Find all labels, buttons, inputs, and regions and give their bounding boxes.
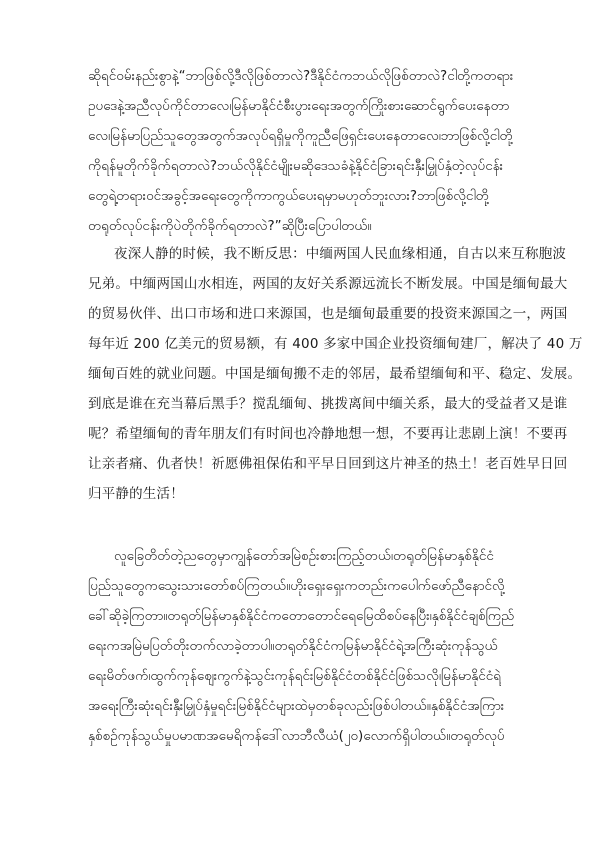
text-line: 让亲者痛、仇者快！祈愿佛祖保佑和平早日回到这片神圣的热土！老百姓早日回 [88, 456, 568, 472]
text-line: လေ၊မြန်မာပြည်သူတွေအတွက်အလုပ်ရရှိမှုကိုကူညီဖြေရှင်းပေးနေတာလေ၊ဘာဖြစ်လို့ငါတို့ [88, 128, 513, 144]
text-line: 夜深人静的时候，我不断反思：中缅两国人民血缘相通，自古以来互称胞波 [114, 246, 567, 262]
text-line: ပြည်သူတွေကသွေးသားတော်စပ်ကြတယ်။ဟိုးရှေးရှေးကတည်းကပေါက်ဖော်ညီနောင်လို့ [88, 578, 505, 594]
text-line: ခေါ်ဆိုခဲ့ကြတာ။တရုတ်မြန်မာနှစ်နိုင်ငံကတောတောင်ရေမြေထိစပ်နေပြီး၊နှစ်နိုင်ငံချစ်ကြည် [88, 608, 515, 624]
text-line: 每年近 200 亿美元的贸易额，有 400 多家中国企业投资缅甸建厂，解决了 40 万 [88, 336, 583, 352]
text-line: ရေးကအမြဲမပြတ်တိုးတက်လာခဲ့တာပါ။တရုတ်နိုင်ငံကမြန်မာနိုင်ငံရဲ့အကြီးဆုံးကုန်သွယ် [88, 638, 498, 654]
text-line: 归平静的生活！ [88, 486, 184, 502]
text-line: ဥပဒေနဲ့အညီလုပ်ကိုင်တာလေ၊မြန်မာနိုင်ငံစီးပွားရေးအတွက်ကြိုးစားဆောင်ရွက်ပေးနေတာ [88, 98, 510, 114]
text-line: ဆိုရင်ဝမ်းနည်းစွာနဲ့“ဘာဖြစ်လို့ဒီလိုဖြစ်တာလဲ?ဒီနိုင်ငံကဘယ်လိုဖြစ်တာလဲ?ငါတို့ကတရား [88, 68, 514, 84]
text-line: နှစ်စဉ်ကုန်သွယ်မှုပမာဏအမေရိကန်ဒေါ်လာဘီလီယံ(၂၀)လောက်ရှိပါတယ်။တရုတ်လုပ် [88, 728, 505, 744]
text-line: 到底是谁在充当幕后黑手？搅乱缅甸、挑拨离间中缅关系，最大的受益者又是谁 [88, 396, 568, 412]
text-line: 呢？希望缅甸的青年朋友们有时间也冷静地想一想，不要再让悲剧上演！不要再 [88, 426, 568, 442]
text-line: လူခြေတိတ်တဲ့ညတွေမှာကျွန်တော်အမြဲစဉ်းစားကြည့်တယ်၊တရုတ်မြန်မာနှစ်နိုင်ငံ [114, 548, 494, 564]
text-line: 缅甸百姓的就业问题。中国是缅甸搬不走的邻居，最希望缅甸和平、稳定、发展。 [88, 366, 582, 382]
text-line: တရုတ်လုပ်ငန်းကိုပဲတိုက်ခိုက်ရတာလဲ?”ဆိုပြီးပြောပါတယ်။ [88, 218, 372, 234]
text-line: 兄弟。中缅两国山水相连，两国的友好关系源远流长不断发展。中国是缅甸最大 [88, 276, 568, 292]
text-line: ရေးမိတ်ဖက်၊ထွက်ကုန်ဈေးကွက်နဲ့သွင်းကုန်ရင်းမြစ်နိုင်ငံတစ်နိုင်ငံဖြစ်သလို၊မြန်မာနိုင်ငံရဲ့ [88, 668, 501, 684]
text-line: ကိုရန်မူတိုက်ခိုက်ရတာလဲ?ဘယ်လိုနိုင်ငံမျိုးမဆိုဒေသခံနဲ့နိုင်ငံခြားရင်းနှီးမြှုပ်နှံတဲ့လုပ်ငန်း [88, 158, 504, 174]
text-line: အရေးကြီးဆုံးရင်းနှီးမြှုပ်နှံမှုရင်းမြစ်နိုင်ငံများထဲမှတစ်ခုလည်းဖြစ်ပါတယ်။နှစ်နိုင်ငံအကြား [88, 698, 505, 714]
text-line: တွေရဲ့တရားဝင်အခွင့်အရေးတွေကိုကာကွယ်ပေးရမှာမဟုတ်ဘူးလား?ဘာဖြစ်လို့ငါတို့ [88, 188, 489, 204]
text-line: 的贸易伙伴、出口市场和进口来源国，也是缅甸最重要的投资来源国之一，两国 [88, 306, 568, 322]
